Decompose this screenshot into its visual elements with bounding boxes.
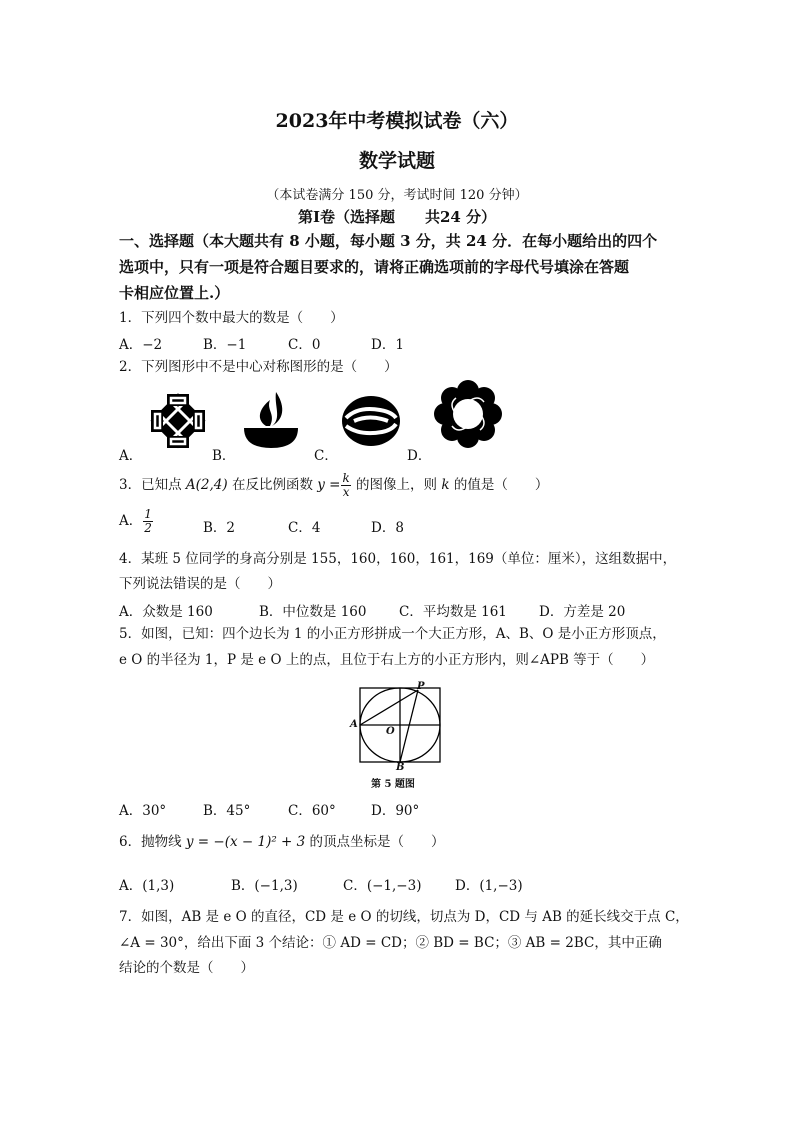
q3-k: k	[441, 477, 450, 493]
q6-stem-post: 的顶点坐标是（ ）	[305, 834, 445, 850]
q3-fraction	[341, 472, 350, 499]
q2-option-d: D．	[407, 448, 432, 464]
q3-stem-post2: 的值是（ ）	[449, 477, 549, 493]
q5-figure-label-o: O	[386, 726, 395, 737]
q5-figure	[350, 684, 450, 774]
q3-option-a-den: 2	[144, 521, 152, 535]
q3-option-a-num: 1	[144, 507, 152, 521]
q3-fraction-numerator: k	[342, 471, 350, 485]
q3-stem	[119, 472, 548, 499]
q5-option-d: D．90°	[371, 803, 420, 819]
q2-figure-d-flower	[434, 380, 502, 448]
q5-figure-label-p: P	[417, 681, 425, 692]
q6-stem	[119, 833, 445, 851]
q6-option-b: B．(−1,3)	[231, 878, 298, 894]
q7-stem-3: 结论的个数是（ ）	[119, 960, 254, 976]
q5-option-a: A．30°	[119, 803, 167, 819]
q1-option-c: C．0	[288, 337, 321, 353]
q4-option-a: A．众数是 160	[119, 604, 213, 620]
q3-stem-mid: 在反比例函数	[227, 477, 318, 493]
q6-stem-pre: 6．抛物线	[119, 834, 186, 850]
q4-stem-1: 4．某班 5 位同学的身高分别是 155，160，160，161，169（单位：厘米），这组数据中，	[119, 551, 677, 567]
q3-option-b: B．2	[203, 520, 236, 536]
q5-figure-caption: 第 5 题图	[371, 779, 415, 790]
q6-option-c: C．(−1,−3)	[343, 878, 422, 894]
q4-option-c: C．平均数是 161	[399, 604, 507, 620]
q6-formula: y = −(x − 1)² + 3	[185, 834, 306, 850]
q1-option-b: B．−1	[203, 337, 247, 353]
q3-fraction-denominator: x	[342, 485, 350, 499]
section-instructions-1: 一、选择题（本大题共有 8 小题，每小题 3 分，共 24 分．在每小题给出的四个	[119, 232, 658, 250]
q5-figure-label-a: A	[350, 719, 358, 730]
q3-option-d: D．8	[371, 520, 404, 536]
q2-figure-b-flame	[240, 388, 302, 448]
q3-func-lhs: y =	[317, 477, 341, 493]
q2-option-c: C．	[314, 448, 338, 464]
q2-option-a: A．	[119, 448, 143, 464]
section-instructions-3: 卡相应位置上.）	[119, 284, 230, 302]
section-instructions-2: 选项中，只有一项是符合题目要求的，请将正确选项前的字母代号填涂在答题	[119, 258, 630, 276]
q2-stem: 2．下列图形中不是中心对称图形的是（ ）	[119, 359, 398, 375]
q3-option-a	[119, 508, 154, 535]
q2-figure-a-knot	[149, 392, 207, 450]
q3-option-a-label: A．	[119, 513, 143, 529]
q3-option-c: C．4	[288, 520, 321, 536]
q5-figure-label-b: B	[396, 762, 405, 773]
q3-point: A(2,4)	[185, 477, 228, 493]
q6-option-a: A．(1,3)	[119, 878, 175, 894]
q4-option-d: D．方差是 20	[539, 604, 626, 620]
exam-title: 2023年中考模拟试卷（六）	[275, 110, 519, 132]
q2-figure-c-swirl	[340, 394, 402, 448]
q5-stem-1: 5．如图，已知：四个边长为 1 的小正方形拼成一个大正方形，A、B、O 是小正方形顶点，	[119, 626, 666, 642]
q6-option-d: D．(1,−3)	[455, 878, 523, 894]
q3-stem-pre: 3．已知点	[119, 477, 186, 493]
part-heading: 第Ⅰ卷（选择题 共24 分）	[297, 208, 497, 226]
exam-subtitle: 数学试题	[358, 150, 435, 172]
exam-note: （本试卷满分 150 分，考试时间 120 分钟）	[266, 188, 528, 203]
q3-stem-post: 的图像上，则	[351, 477, 442, 493]
q7-stem-2: ∠A = 30°，给出下面 3 个结论：① AD = CD；② BD = BC；③ AB = 2BC，其中正确	[119, 935, 662, 951]
q5-option-c: C．60°	[288, 803, 336, 819]
q2-option-b: B．	[212, 448, 236, 464]
q3-option-a-fraction	[143, 508, 153, 535]
q1-option-d: D．1	[371, 337, 404, 353]
q1-option-a: A．−2	[119, 337, 163, 353]
q5-option-b: B．45°	[203, 803, 251, 819]
q5-stem-2: e O 的半径为 1，P 是 e O 上的点，且位于右上方的小正方形内，则∠APB 等于（ ）	[119, 652, 655, 668]
q7-stem-1: 7．如图，AB 是 e O 的直径，CD 是 e O 的切线，切点为 D，CD 与 AB 的延长线交于点 C，	[119, 909, 689, 925]
q1-stem: 1．下列四个数中最大的数是（ ）	[119, 310, 344, 326]
q4-option-b: B．中位数是 160	[259, 604, 367, 620]
q4-stem-2: 下列说法错误的是（ ）	[119, 576, 281, 592]
